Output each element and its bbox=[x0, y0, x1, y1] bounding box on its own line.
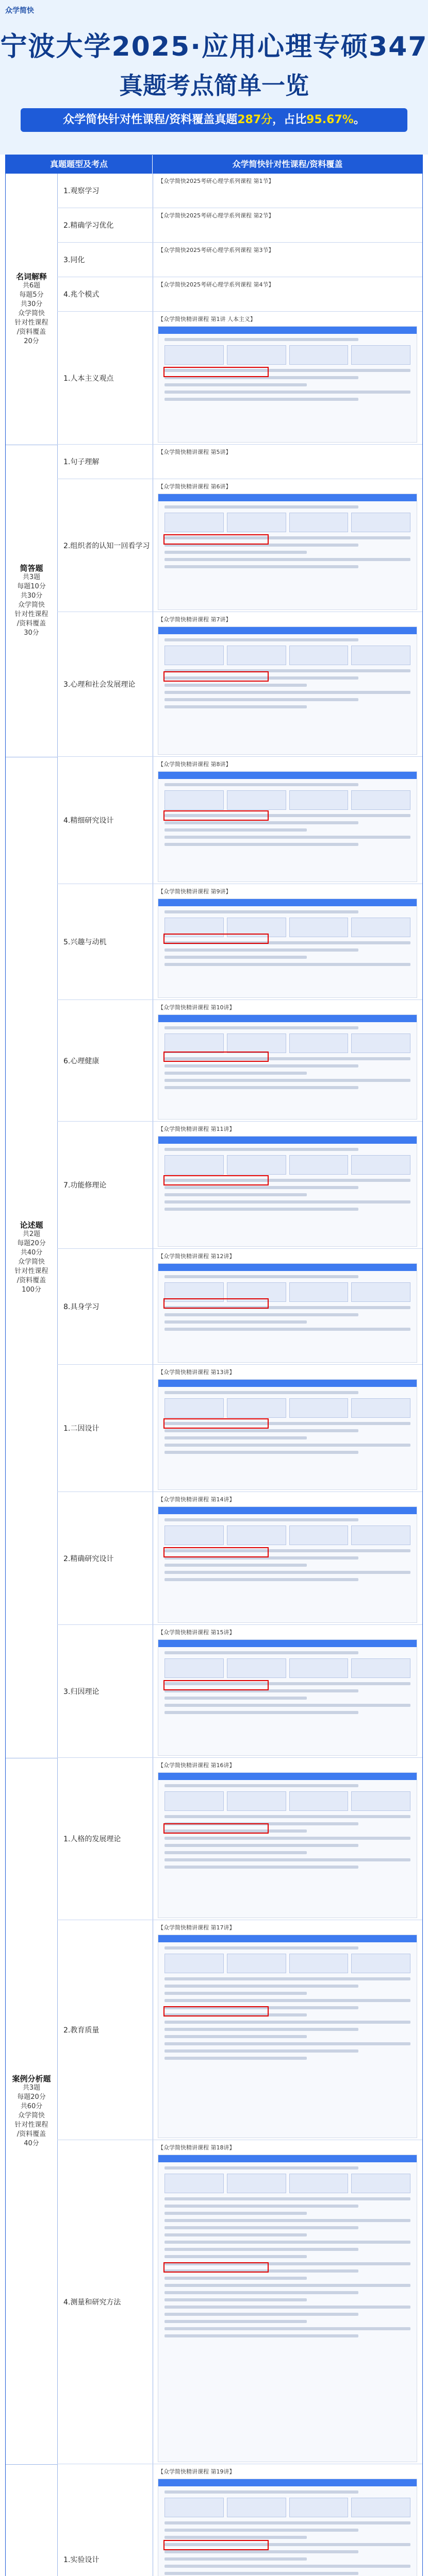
topic-cell: 1.人本主义观点 bbox=[57, 312, 153, 445]
section-name: 论述题 bbox=[20, 1220, 43, 1230]
topic-cell: 1.二因设计 bbox=[57, 1365, 153, 1492]
topic-cell: 8.具身学习 bbox=[57, 1249, 153, 1365]
topic-cell: 2.精确研究设计 bbox=[57, 1492, 153, 1625]
topic-cell: 1.人格的发展理论 bbox=[57, 1758, 153, 1920]
course-screenshot bbox=[158, 2155, 417, 2462]
coverage-cell bbox=[153, 1492, 422, 1625]
section-cell bbox=[6, 757, 57, 1758]
topic-cell: 6.心理健康 bbox=[57, 1000, 153, 1122]
section-detail: 每题20分 bbox=[17, 1239, 46, 1247]
course-reference: 【众学简快精讲课程 第8讲】 bbox=[158, 761, 232, 768]
section-detail: 针对性课程 bbox=[14, 611, 48, 618]
course-reference: 【众学简快精讲课程 第13讲】 bbox=[158, 1369, 235, 1376]
section-detail: 众学简快 bbox=[18, 310, 45, 317]
highlight-box bbox=[163, 2540, 269, 2550]
section-detail: 每题10分 bbox=[17, 583, 46, 590]
table-header bbox=[6, 155, 422, 174]
course-reference: 【众学简快精讲课程 第1讲 人本主义】 bbox=[158, 316, 256, 323]
topic-cell: 4.测量和研究方法 bbox=[57, 2140, 153, 2464]
section-detail: /资料覆盖 bbox=[17, 328, 46, 336]
topic-cell: 1.实验设计 bbox=[57, 2464, 153, 2576]
section-detail: 共30分 bbox=[20, 592, 43, 600]
section-detail: 众学简快 bbox=[18, 2111, 45, 2120]
section-detail: /资料覆盖 bbox=[17, 1276, 46, 1284]
course-reference: 【众学简快精讲课程 第7讲】 bbox=[158, 616, 232, 623]
section-detail: 针对性课程 bbox=[14, 319, 48, 327]
highlight-box bbox=[163, 1680, 269, 1690]
course-screenshot bbox=[158, 899, 417, 998]
section-detail: /资料覆盖 bbox=[17, 2130, 46, 2138]
highlight-box bbox=[163, 810, 269, 821]
section-detail: 共40分 bbox=[20, 1248, 43, 1257]
course-screenshot bbox=[158, 626, 417, 755]
section-detail: 40分 bbox=[24, 2139, 39, 2147]
topic-column bbox=[57, 174, 153, 2576]
section-cell bbox=[6, 2464, 57, 2576]
highlight-box bbox=[163, 671, 269, 682]
section-name: 简答题 bbox=[20, 564, 43, 573]
banner-text-pre: 众学简快针对性课程/资料覆盖真题 bbox=[63, 113, 238, 126]
course-screenshot bbox=[158, 1772, 417, 1918]
section-cell bbox=[6, 174, 57, 445]
section-detail: 共2题 bbox=[22, 1230, 41, 1238]
course-reference: 【众学简快精讲课程 第6讲】 bbox=[158, 483, 232, 490]
course-reference: 【众学简快精讲课程 第18讲】 bbox=[158, 2144, 235, 2151]
course-reference: 【众学简快2025考研心理学系列课程 第3节】 bbox=[158, 247, 274, 253]
banner-percent: 95.67% bbox=[306, 113, 354, 126]
banner-text-mid: ，占比 bbox=[272, 113, 307, 126]
highlight-box bbox=[163, 2006, 269, 2016]
coverage-cell bbox=[153, 1249, 422, 1365]
topic-cell: 4.精细研究设计 bbox=[57, 757, 153, 884]
coverage-cell bbox=[153, 445, 422, 479]
section-column bbox=[6, 174, 58, 2576]
section-name: 案例分析题 bbox=[12, 2074, 51, 2083]
page-title: 宁波大学2025·应用心理专硕347 bbox=[0, 31, 428, 62]
course-reference: 【众学简快2025考研心理学系列课程 第2节】 bbox=[158, 212, 274, 219]
course-screenshot bbox=[158, 1014, 417, 1120]
coverage-banner bbox=[21, 108, 407, 132]
section-detail: 众学简快 bbox=[18, 1258, 45, 1266]
highlight-box bbox=[163, 1298, 269, 1309]
coverage-cell bbox=[153, 479, 422, 612]
highlight-box bbox=[163, 534, 269, 545]
section-cell bbox=[6, 1758, 57, 2465]
coverage-cell bbox=[153, 757, 422, 884]
section-detail: 每题5分 bbox=[19, 291, 44, 299]
coverage-column bbox=[153, 174, 422, 2576]
coverage-cell bbox=[153, 1122, 422, 1249]
highlight-box bbox=[163, 1547, 269, 1557]
coverage-cell bbox=[153, 1758, 422, 1920]
coverage-cell bbox=[153, 612, 422, 757]
course-screenshot bbox=[158, 326, 417, 443]
section-detail: 针对性课程 bbox=[14, 1267, 48, 1275]
coverage-cell bbox=[153, 243, 422, 277]
course-screenshot bbox=[158, 1379, 417, 1490]
section-detail: 共6题 bbox=[22, 282, 41, 290]
course-reference: 【众学简快精讲课程 第5讲】 bbox=[158, 449, 232, 455]
topic-cell: 2.教育质量 bbox=[57, 1920, 153, 2140]
course-reference: 【众学简快2025考研心理学系列课程 第1节】 bbox=[158, 178, 274, 184]
coverage-cell bbox=[153, 2464, 422, 2576]
course-reference: 【众学简快精讲课程 第10讲】 bbox=[158, 1004, 235, 1011]
topic-cell: 1.观察学习 bbox=[57, 174, 153, 208]
coverage-cell bbox=[153, 1625, 422, 1758]
highlight-box bbox=[163, 1052, 269, 1062]
highlight-box bbox=[163, 934, 269, 944]
section-detail: 20分 bbox=[24, 337, 39, 345]
header bbox=[0, 0, 428, 155]
banner-text-post: 。 bbox=[353, 113, 365, 126]
highlight-box bbox=[163, 1175, 269, 1185]
coverage-cell bbox=[153, 208, 422, 243]
course-reference: 【众学简快精讲课程 第16讲】 bbox=[158, 1762, 235, 1769]
course-reference: 【众学简快2025考研心理学系列课程 第4节】 bbox=[158, 281, 274, 288]
topic-cell: 2.精确学习优化 bbox=[57, 208, 153, 243]
section-detail: 每题20分 bbox=[17, 2093, 46, 2101]
course-screenshot bbox=[158, 2479, 417, 2576]
coverage-table bbox=[5, 155, 423, 2576]
highlight-box bbox=[163, 1823, 269, 1834]
course-screenshot bbox=[158, 1935, 417, 2138]
header-col-coverage: 众学简快针对性课程/资料覆盖 bbox=[153, 155, 422, 174]
topic-cell: 3.同化 bbox=[57, 243, 153, 277]
course-reference: 【众学简快精讲课程 第17讲】 bbox=[158, 1924, 235, 1931]
coverage-cell bbox=[153, 2140, 422, 2464]
topic-cell: 4.兆个模式 bbox=[57, 277, 153, 312]
section-detail: 针对性课程 bbox=[14, 2121, 48, 2129]
section-detail: 30分 bbox=[24, 629, 39, 637]
section-detail: 100分 bbox=[22, 1285, 41, 1294]
page-subtitle: 真题考点简单一览 bbox=[119, 72, 309, 99]
course-reference: 【众学简快精讲课程 第9讲】 bbox=[158, 888, 232, 895]
topic-cell: 1.句子理解 bbox=[57, 445, 153, 479]
coverage-cell bbox=[153, 884, 422, 1000]
course-reference: 【众学简快精讲课程 第19讲】 bbox=[158, 2468, 235, 2475]
course-screenshot bbox=[158, 1136, 417, 1247]
section-detail: 共3题 bbox=[22, 573, 41, 581]
course-screenshot bbox=[158, 771, 417, 882]
highlight-box bbox=[163, 1418, 269, 1429]
brand-logo: 众学简快 bbox=[5, 7, 34, 15]
section-detail: 共3题 bbox=[22, 2083, 41, 2092]
highlight-box bbox=[163, 367, 269, 377]
highlight-box bbox=[163, 2262, 269, 2273]
topic-cell: 7.功能修理论 bbox=[57, 1122, 153, 1249]
topic-cell: 2.组织者的认知一回看学习 bbox=[57, 479, 153, 612]
coverage-cell bbox=[153, 174, 422, 208]
topic-cell: 5.兴趣与动机 bbox=[57, 884, 153, 1000]
coverage-cell bbox=[153, 277, 422, 312]
header-col-topic: 真题题型及考点 bbox=[6, 155, 153, 174]
course-reference: 【众学简快精讲课程 第12讲】 bbox=[158, 1253, 235, 1260]
course-screenshot bbox=[158, 1639, 417, 1756]
coverage-cell bbox=[153, 1920, 422, 2140]
topic-cell: 3.归因理论 bbox=[57, 1625, 153, 1758]
banner-score: 287分 bbox=[237, 113, 273, 126]
topic-cell: 3.心理和社会发展理论 bbox=[57, 612, 153, 757]
course-screenshot bbox=[158, 494, 417, 610]
section-cell bbox=[6, 445, 57, 757]
course-reference: 【众学简快精讲课程 第11讲】 bbox=[158, 1126, 235, 1132]
coverage-cell bbox=[153, 312, 422, 445]
coverage-cell bbox=[153, 1000, 422, 1122]
section-detail: 共60分 bbox=[20, 2102, 43, 2110]
section-name: 名词解释 bbox=[15, 272, 47, 281]
course-reference: 【众学简快精讲课程 第15讲】 bbox=[158, 1629, 235, 1636]
coverage-cell bbox=[153, 1365, 422, 1492]
course-screenshot bbox=[158, 1263, 417, 1363]
section-detail: 共30分 bbox=[20, 300, 43, 308]
course-screenshot bbox=[158, 1506, 417, 1623]
section-detail: /资料覆盖 bbox=[17, 620, 46, 628]
section-detail: 众学简快 bbox=[18, 601, 45, 609]
course-reference: 【众学简快精讲课程 第14讲】 bbox=[158, 1496, 235, 1503]
